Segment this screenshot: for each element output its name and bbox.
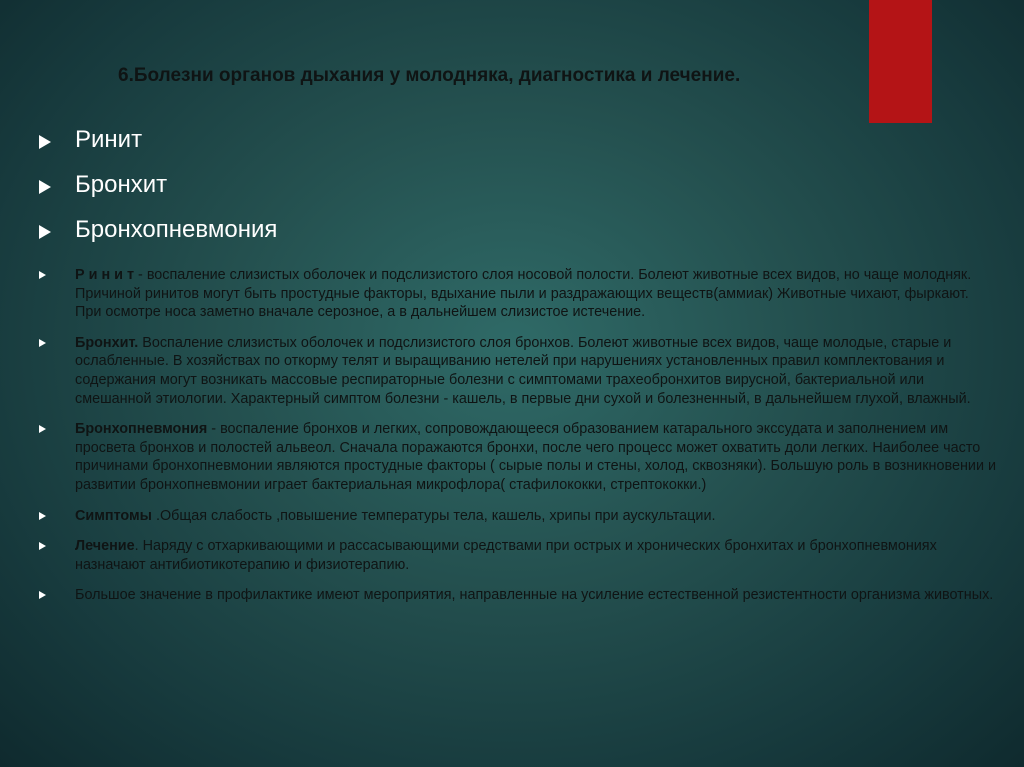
bullet-triangle-icon xyxy=(39,135,51,149)
slide-title: 6.Болезни органов дыхания у молодняка, диагностика и лечение. xyxy=(118,65,741,86)
list-item xyxy=(37,168,637,213)
detail-bronchopneumonia xyxy=(37,420,997,494)
bullet-triangle-icon xyxy=(39,271,46,279)
detail-symptoms xyxy=(37,507,997,526)
detail-lead: Лечение xyxy=(75,538,135,555)
accent-bar xyxy=(869,0,932,123)
detail-treatment xyxy=(37,537,997,574)
topic-bronchopneumonia: Бронхопневмония xyxy=(75,216,278,243)
detail-text: .Общая слабость ,повышение температуры тела, кашель, хрипы при аускультации. xyxy=(151,507,716,524)
detail-lead: Симптомы xyxy=(75,507,152,524)
detail-text: Воспаление слизистых оболочек и подслизистого слоя бронхов. Болеют животные всех видов, чаще молодые, старые и ослабленные. В хозяйствах по откорму телят и выращиванию нетелей при нарушениях установленных правил комплектования и содержания могут возникать массовые респираторные болезни с симптомами трахеобронхитов вирусной, бактериальной или смешанной этиологии. Характерный симптом болезни - кашель, в первые дни сухой и болезненный, в дальнейшем глухой, влажный. xyxy=(75,334,971,407)
detail-rhinitis xyxy=(37,266,997,322)
details-list xyxy=(37,266,997,617)
bullet-triangle-icon xyxy=(39,591,46,599)
detail-text: - воспаление бронхов и легких, сопровождающееся образованием катарального экссудата и заполнением им просвета бронхов и полостей альвеол. Сначала поражаются бронхи, после чего процесс может охватить доли легких. Наиболее часто причинами бронхопневмонии являются простудные факторы ( сырые полы и стены, холод, сквозняки). Большую роль в возникновении и развитии бронхопневмонии играет бактериальная микрофлора( стафилококки, стрептококки.) xyxy=(75,421,997,493)
bullet-triangle-icon xyxy=(39,339,46,347)
bullet-triangle-icon xyxy=(39,225,51,239)
bullet-triangle-icon xyxy=(39,180,51,194)
detail-text: Большое значение в профилактике имеют мероприятия, направленные на усиление естественной резистентности организма животных. xyxy=(75,587,994,604)
detail-lead: Бронхит. xyxy=(75,334,139,351)
list-item xyxy=(37,213,637,258)
detail-lead: Бронхопневмония xyxy=(75,421,208,438)
bullet-triangle-icon xyxy=(39,425,46,433)
detail-bronchitis xyxy=(37,334,997,408)
bullet-triangle-icon xyxy=(39,542,46,550)
topic-rhinitis: Ринит xyxy=(75,126,143,153)
main-topics-list xyxy=(37,123,637,258)
topic-bronchitis: Бронхит xyxy=(75,171,168,198)
detail-text: . Наряду с отхаркивающими и рассасывающими средствами при острых и хронических бронхитах и бронхопневмониях назначают антибиотикотерапию и физиотерапию. xyxy=(75,538,937,573)
detail-prevention xyxy=(37,586,997,605)
list-item xyxy=(37,123,637,168)
detail-lead: Р и н и т xyxy=(75,267,135,283)
detail-text: - воспаление слизистых оболочек и подслизистого слоя носовой полости. Болеют животные всех видов, но чаще молодняк. Причиной ринитов могут быть простудные факторы, вдыхание пыли и раздражающих веществ(аммиак) Животные чихают, фыркают. При осмотре носа заметно вначале серозное, а в дальнейшем слизистое истечение. xyxy=(75,267,972,321)
bullet-triangle-icon xyxy=(39,512,46,520)
